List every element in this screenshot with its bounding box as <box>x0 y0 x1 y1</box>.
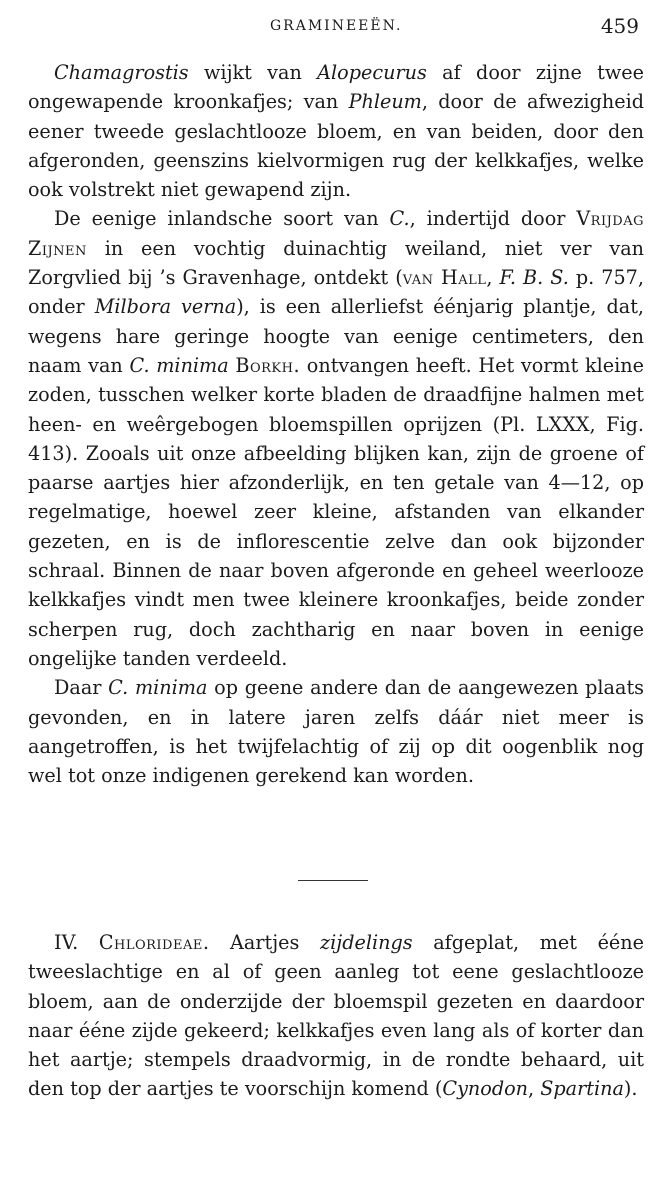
genus-name: Spartina <box>540 1077 624 1101</box>
species-name: C. minima <box>108 676 208 700</box>
paragraph-native-species: De eenige inlandsche soort van C., indertijd door Vrijdag Zijnen in een vochtig duinachtig weiland, niet ver van Zorgvlied bij ’s Gravenhage, ontdekt (van Hall, F. B. S. p. 757, onder Milbora verna), is een allerliefst éénjarig plantje, dat, wegens hare geringe hoogte van eenige centimeters, den naam van C. minima Borkh. ontvangen heeft. Het vormt kleine zoden, tusschen welker korte bladen de draadfijne halmen met heen- en weêrgebogen bloemspillen oprijzen (Pl. LXXX, Fig. 413). Zooals uit onze afbeelding blijken kan, zijn de groene of paarse aartjes hier afzonderlijk, en ten getale van 4—12, op regelmatige, hoewel zeer kleine, afstanden van elkander gezeten, en is de inflorescentie zelve dan ook bijzonder schraal. Binnen de naar boven afgeronde en geheel weerlooze kelkkafjes vindt men twee kleinere kroonkafjes, beide zonder scherpen rug, doch zachtharig en naar boven in eenige ongelijke tanden verdeeld. <box>28 207 645 670</box>
paragraph-chamagrostis-comparison: Chamagrostis wijkt van Alopecurus af door zijne twee ongewapende kroonkafjes; van Phleum, door de afwezigheid eener tweede geslachtlooze bloem, en van beiden, door den afgeronden, geenszins kielvormigen rug der kelkkafjes, welke ook volstrekt niet gewapend zijn. <box>28 61 645 202</box>
person-name: van Hall <box>402 266 487 290</box>
tribe-name: Chlorideae. <box>98 931 210 954</box>
section-chlorideae <box>28 928 644 1104</box>
person-name: Vrijdag Zijnen <box>28 207 644 260</box>
genus-name: Alopecurus <box>317 61 427 84</box>
running-head <box>0 14 669 42</box>
page-number: 459 <box>600 14 639 38</box>
paragraph-chlorideae: IV. Chlorideae. Aartjes zijdelings afgeplat, met ééne tweeslachtige en al of geen aanleg tot eene geslachtlooze bloem, aan de onderzijde der bloemspil gezeten en daardoor naar ééne zijde gekeerd; kelkkafjes even lang als of korter dan het aartje; stempels draadvormig, in de rondte behaard, uit den top der aartjes te voorschijn komend (Cynodon, Spartina). <box>28 931 644 1101</box>
genus-abbreviation: C. <box>389 207 410 231</box>
section-numeral: IV. <box>54 931 79 954</box>
body-text <box>28 58 644 790</box>
emphasis: zijdelings <box>320 931 413 954</box>
species-name: C. minima <box>129 353 229 377</box>
genus-name: Cynodon <box>442 1077 529 1101</box>
section-divider <box>298 880 368 881</box>
author-name: Borkh. <box>235 353 301 377</box>
running-title: GRAMINEEËN. <box>270 18 403 34</box>
paragraph-status: Daar C. minima op geene andere dan de aangewezen plaats gevonden, en in latere jaren zelfs dáár niet meer is aangetroffen, is het twijfelachtig of zij op dit oogenblik nog wel tot onze indigenen gerekend kan worden. <box>28 676 644 788</box>
genus-name: Chamagrostis <box>54 61 189 84</box>
synonym-name: Milbora verna <box>94 295 237 319</box>
genus-name: Phleum <box>348 90 422 114</box>
reference-abbreviation: F. B. S. <box>499 266 569 290</box>
